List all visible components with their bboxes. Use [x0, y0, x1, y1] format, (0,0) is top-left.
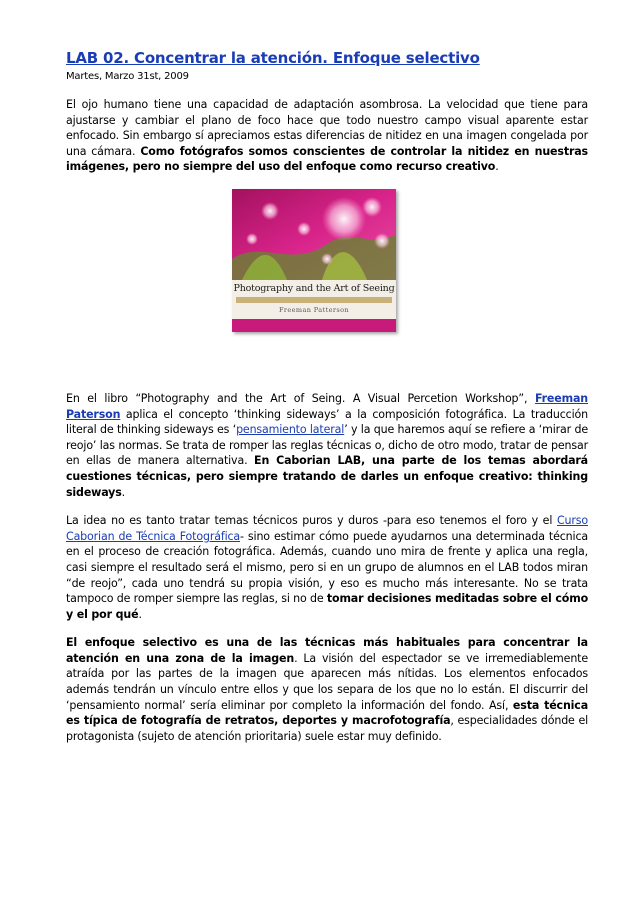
post-title[interactable]: LAB 02. Concentrar la atención. Enfoque selectivo — [66, 49, 480, 67]
text: , especialidades dónde el protagonista (sujeto de atención prioritaria) suele estar muy definido. — [66, 714, 589, 743]
paragraph-idea — [66, 513, 588, 622]
cover-title: Photography and the Art of Seeing — [233, 282, 395, 294]
cover-author: Freeman Patterson — [279, 305, 349, 314]
blog-post — [66, 48, 588, 744]
link-pensamiento-lateral[interactable]: pensamiento lateral — [236, 423, 345, 437]
text: La idea no es tanto tratar temas técnicos puros y duros -para eso tenemos el foro y el — [66, 514, 557, 528]
bold-text: Como fotógrafos somos conscientes de controlar la nitidez en nuestras imágenes, pero no siempre del uso del enfoque como recurso creativo — [66, 144, 588, 174]
text: El ojo humano tiene una capacidad de adaptación asombrosa. La velocidad que tiene para ajustarse y cambiar el plano de foco hace que todo nuestro campo visual aparente estar enfocado. Sin embargo sí apreciamos estas diferencias de nitidez en una imagen congelada por una cámara. — [66, 98, 588, 158]
text: En el libro “Photography and the Art of Seing. A Visual Percetion Workshop”, — [66, 391, 535, 405]
bold-text: En Caborian LAB, una parte de los temas abordará cuestiones técnicas, pero siempre tratando de darles un enfoque creativo: thinking sideways — [66, 454, 588, 499]
paragraph-intro — [66, 97, 588, 175]
paragraph-enfoque — [66, 635, 588, 744]
cover-photo — [232, 189, 396, 280]
figure — [66, 189, 588, 339]
text: . — [121, 485, 126, 499]
cover-subtitle-strip — [236, 297, 392, 303]
paragraph-book — [66, 391, 588, 500]
bold-text: esta técnica es típica de fotografía de retratos, deportes y macrofotografía — [66, 698, 588, 728]
link-freeman-paterson[interactable]: Freeman Paterson — [66, 391, 588, 421]
bold-text: tomar decisiones meditadas sobre el cómo y el por qué — [66, 592, 589, 621]
cover-title-band — [232, 280, 396, 319]
bold-text: El enfoque selectivo es una de las técnicas más habituales para concentrar la atención en una zona de la imagen — [66, 636, 588, 665]
book-cover-image — [232, 189, 396, 332]
text: . — [138, 607, 142, 621]
post-date: Martes, Marzo 31st, 2009 — [66, 71, 189, 82]
text: - sino estimar cómo puede ayudarnos una determinada técnica en el proceso de creación fotográfica. Además, cuando uno mira de frente y aplica una regla, casi siempre el resultado será el mismo, pero si en un grupo de alumnos en el LAB todos miran “de reojo”, cada uno tendrá su propia visión, y eso es mucho más interesante. No se trata tampoco de romper siempre las reglas, si no de — [66, 529, 588, 606]
text: ’ y la que haremos aquí se refiere a ‘mirar de reojo’ las normas. Se trata de romper las reglas técnicas o, dicho de otro modo, tratar de pensar en ellas de manera alternativa. — [66, 423, 588, 468]
text: . La visión del espectador se ve irremediablemente atraída por las partes de la imagen que aparecen más nítidas. Los elementos enfocados además tendrán un vínculo entre ellos y que los separa de los que no lo están. El discurrir del ‘pensamiento normal’ sería eliminar por completo la información del fondo. Así, — [66, 651, 588, 712]
link-curso-caborian[interactable]: Curso Caborian de Técnica Fotográfica — [66, 514, 588, 543]
text: aplica el concepto ‘thinking sideways’ a la composición fotográfica. La traducción literal de thinking sideways es ‘ — [66, 407, 588, 437]
text: . — [495, 160, 499, 174]
